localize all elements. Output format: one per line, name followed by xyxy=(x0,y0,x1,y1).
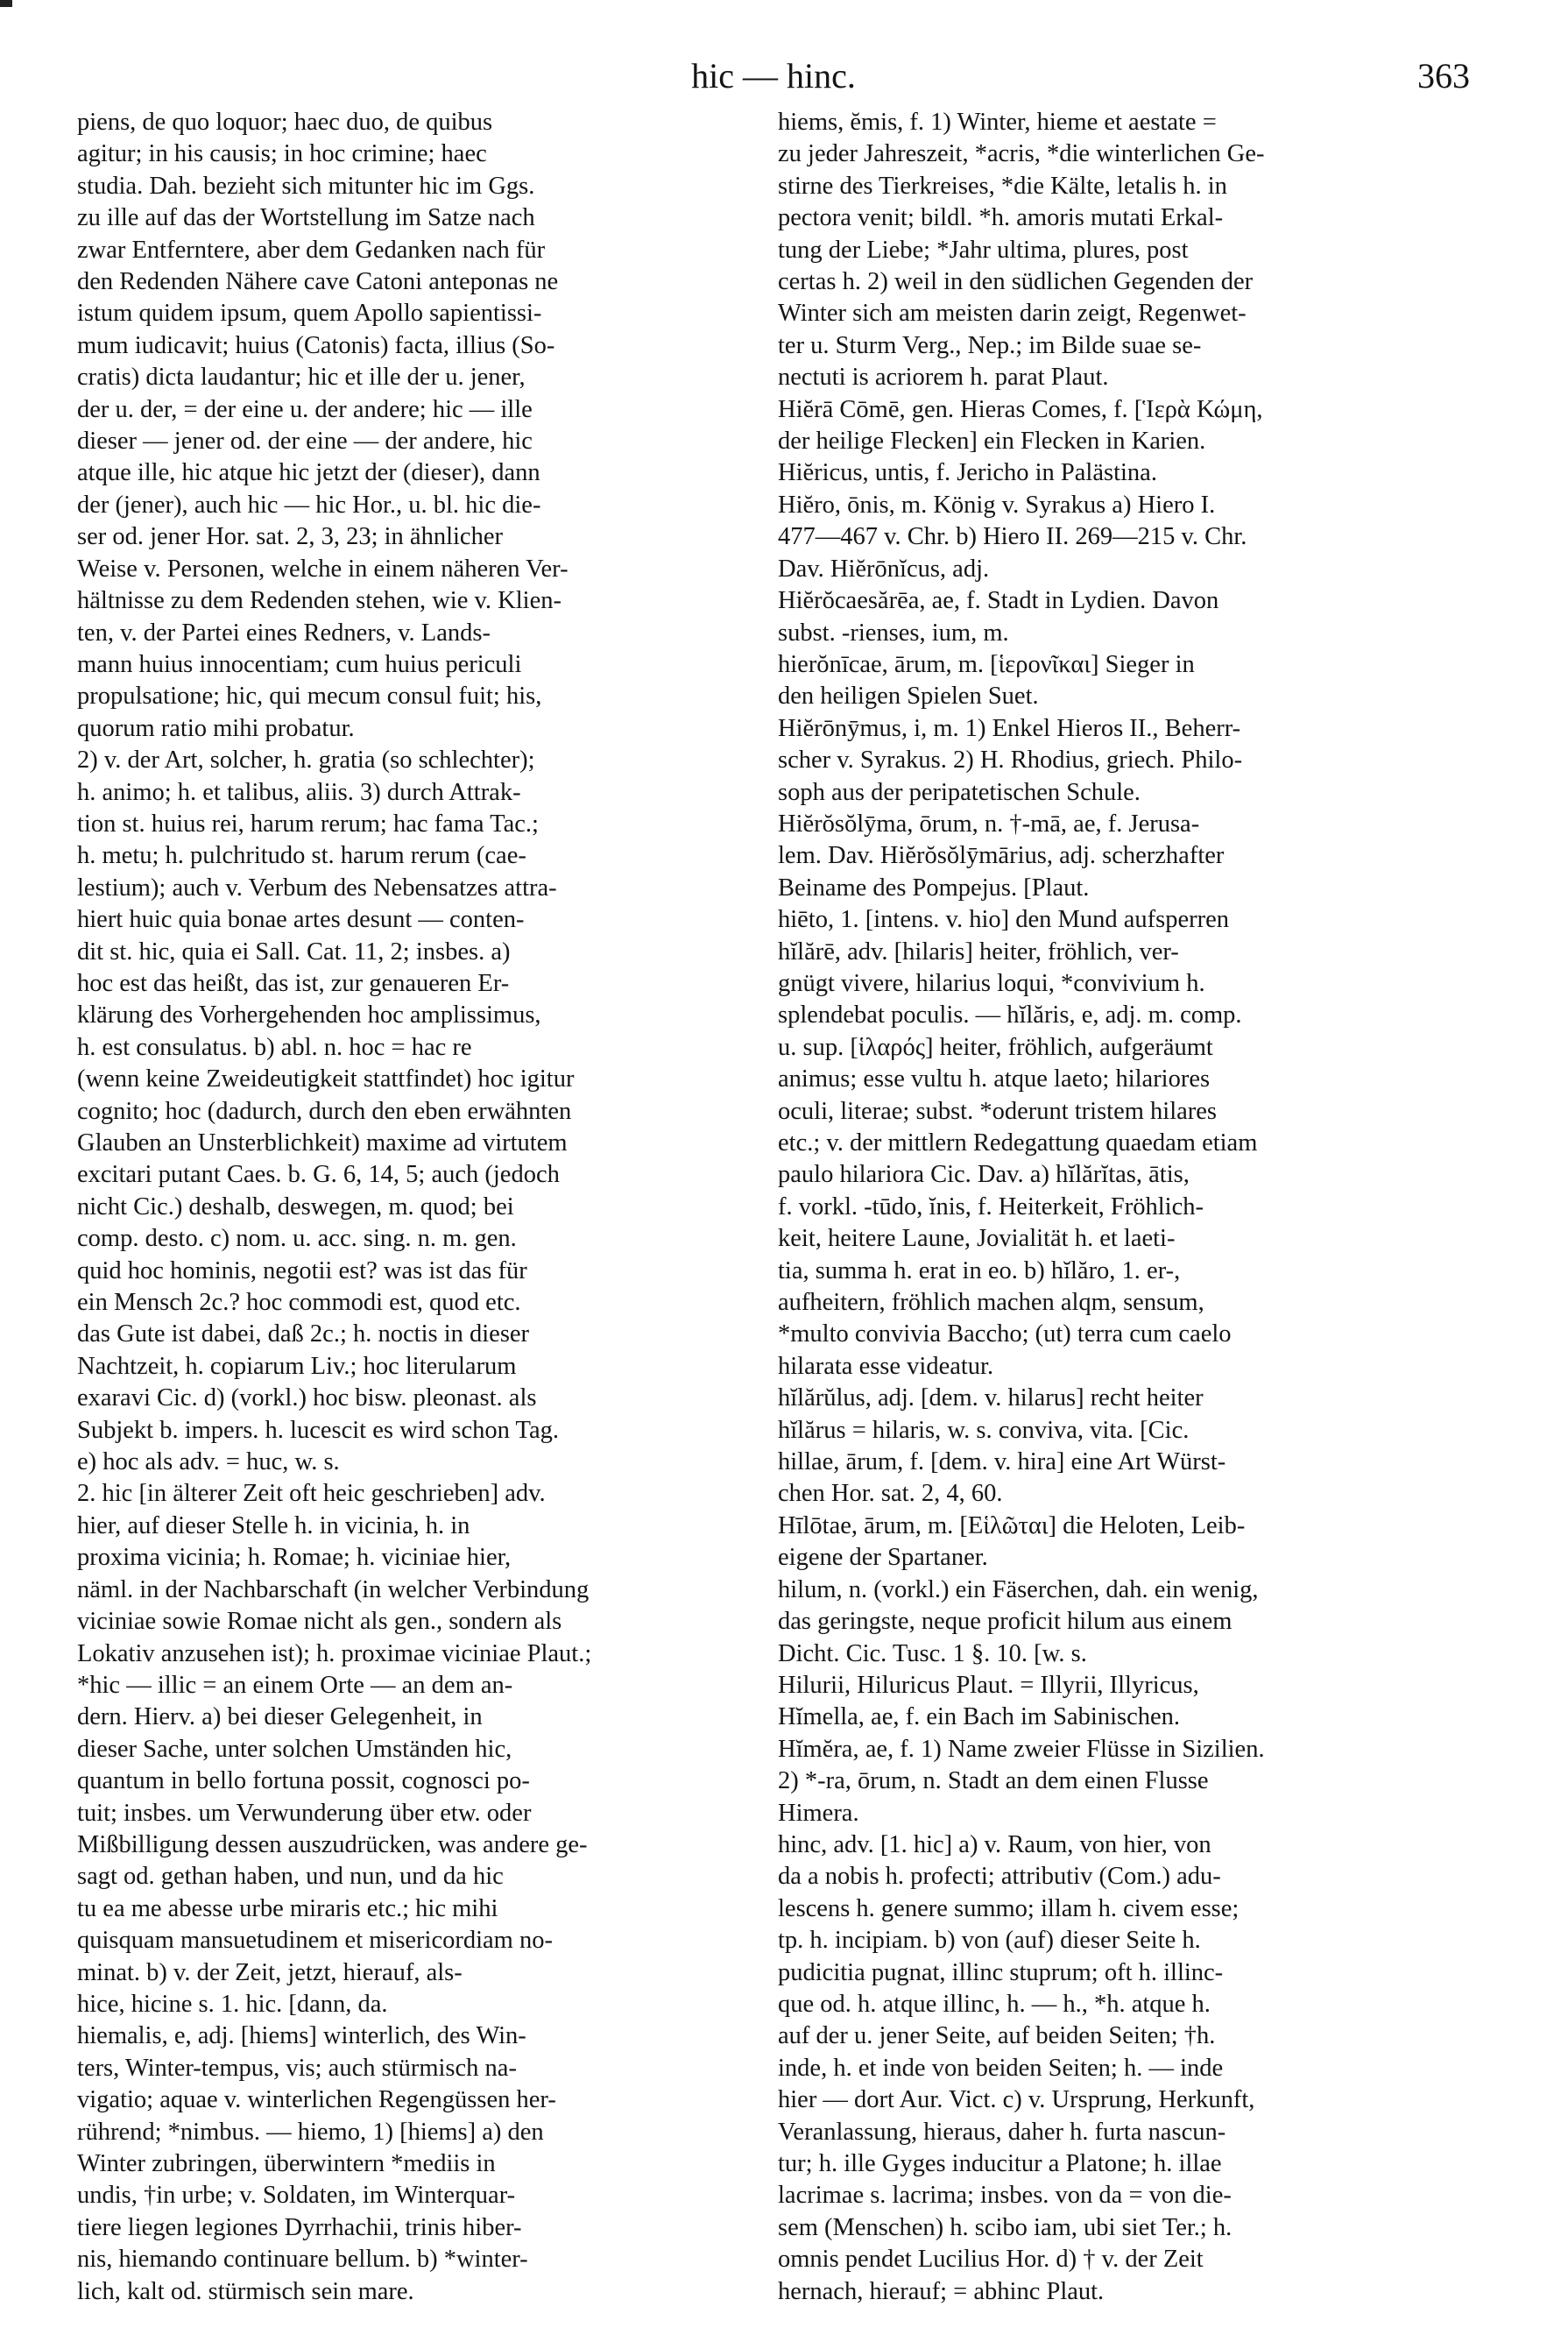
text-line: 477—467 v. Chr. b) Hiero II. 269—215 v. Chr. xyxy=(778,523,1247,551)
text-line: das geringste, neque proficit hilum aus einem xyxy=(778,1608,1233,1636)
text-line: h. animo; h. et talibus, aliis. 3) durch Attrak- xyxy=(77,778,521,806)
text-line: tia, summa h. erat in eo. b) hĭlăro, 1. er-, xyxy=(778,1256,1181,1284)
text-line: zu ille auf das der Wortstellung im Satze nach xyxy=(77,204,535,232)
text-line: Veranlassung, hieraus, daher h. furta nascun- xyxy=(778,2118,1226,2146)
text-line: hilarata esse videatur. xyxy=(778,1352,994,1380)
text-line: lestium); auch v. Verbum des Nebensatzes attra- xyxy=(77,874,557,902)
text-line: pudicitia pugnat, illinc stuprum; oft h. illinc- xyxy=(778,1958,1224,1986)
text-line: Winter sich am meisten darin zeigt, Regenwet- xyxy=(778,300,1247,328)
text-line: zu jeder Jahreszeit, *acris, *die winterlichen Ge- xyxy=(778,140,1265,168)
text-line: Hīlōtae, ārum, m. [Εἱλῶται] die Heloten, Leib- xyxy=(778,1511,1246,1539)
text-line: 2. hic [in älterer Zeit oft heic geschrieben] adv. xyxy=(77,1480,546,1508)
text-line: istum quidem ipsum, quem Apollo sapientissi- xyxy=(77,300,542,328)
text-line: propulsatione; hic, qui mecum consul fuit; his, xyxy=(77,683,542,711)
text-line: Glauben an Unsterblichkeit) maxime ad virtutem xyxy=(77,1129,568,1157)
text-line: 2) v. der Art, solcher, h. gratia (so schlechter); xyxy=(77,746,535,775)
text-line: scher v. Syrakus. 2) H. Rhodius, griech. Philo- xyxy=(778,746,1243,775)
text-line: atque ille, hic atque hic jetzt der (dieser), dann xyxy=(77,459,540,487)
text-line: hinc, adv. [1. hic] a) v. Raum, von hier, von xyxy=(778,1830,1211,1858)
text-line: rührend; *nimbus. — hiemo, 1) [hiems] a) den xyxy=(77,2118,544,2146)
text-line: etc.; v. der mittlern Redegattung quaedam etiam xyxy=(778,1129,1258,1157)
text-line: chen Hor. sat. 2, 4, 60. xyxy=(778,1480,1003,1508)
text-line: agitur; in his causis; in hoc crimine; haec xyxy=(77,140,487,168)
text-line: tung der Liebe; *Jahr ultima, plures, post xyxy=(778,236,1189,264)
text-line: hice, hicine s. 1. hic. [dann, da. xyxy=(77,1990,388,2018)
text-line: Beiname des Pompejus. [Plaut. xyxy=(778,874,1090,902)
text-line: der (jener), auch hic — hic Hor., u. bl. hic die- xyxy=(77,491,541,519)
text-line: gnügt vivere, hilarius loqui, *convivium h. xyxy=(778,969,1205,997)
text-line: dit st. hic, quia ei Sall. Cat. 11, 2; insbes. a) xyxy=(77,938,511,966)
text-line: das Gute ist dabei, daß 2c.; h. noctis in dieser xyxy=(77,1320,530,1348)
text-line: comp. desto. c) nom. u. acc. sing. n. m. gen. xyxy=(77,1225,517,1253)
text-line: eigene der Spartaner. xyxy=(778,1544,988,1572)
text-line: hĭlărē, adv. [hilaris] heiter, fröhlich, ver- xyxy=(778,938,1179,966)
text-line: certas h. 2) weil in den südlichen Gegenden der xyxy=(778,268,1254,296)
text-line: Lokativ anzusehen ist); h. proximae viciniae Plaut.; xyxy=(77,1639,592,1667)
text-line: Weise v. Personen, welche in einem näheren Ver- xyxy=(77,555,569,583)
text-line: stirne des Tierkreises, *die Kälte, letalis h. in xyxy=(778,172,1227,200)
text-line: Hiĕrŏcaesărēa, ae, f. Stadt in Lydien. Davon xyxy=(778,587,1219,615)
text-line: Hiĕrōnȳmus, i, m. 1) Enkel Hieros II., Beherr- xyxy=(778,714,1241,742)
text-line: sem (Menschen) h. scibo iam, ubi siet Ter.; h. xyxy=(778,2213,1233,2241)
running-head: hic — hinc. xyxy=(691,56,856,96)
text-line: quorum ratio mihi probatur. xyxy=(77,714,355,742)
text-line: hier, auf dieser Stelle h. in vicinia, h. in xyxy=(77,1511,470,1539)
text-line: ten, v. der Partei eines Redners, v. Lands- xyxy=(77,619,491,647)
text-line: aufheitern, fröhlich machen alqm, sensum, xyxy=(778,1289,1204,1317)
text-line: Hiĕricus, untis, f. Jericho in Palästina. xyxy=(778,459,1157,487)
text-line: *hic — illic = an einem Orte — an dem an- xyxy=(77,1671,513,1699)
text-line: lich, kalt od. stürmisch sein mare. xyxy=(77,2277,414,2305)
text-line: auf der u. jener Seite, auf beiden Seiten; †h. xyxy=(778,2022,1216,2050)
right-column xyxy=(778,107,1472,2308)
text-line: den Redenden Nähere cave Catoni anteponas ne xyxy=(77,268,559,296)
text-line: tion st. huius rei, harum rerum; hac fama Tac.; xyxy=(77,810,539,838)
text-line: nectuti is acriorem h. parat Plaut. xyxy=(778,364,1109,392)
text-line: ters, Winter-tempus, vis; auch stürmisch na- xyxy=(77,2054,517,2082)
text-line: zwar Entferntere, aber dem Gedanken nach für xyxy=(77,236,546,264)
text-line: Dav. Hiĕrōnĭcus, adj. xyxy=(778,555,990,583)
text-line: splendebat poculis. — hĭlăris, e, adj. m. comp. xyxy=(778,1001,1242,1029)
text-line: tuit; insbes. um Verwunderung über etw. oder xyxy=(77,1799,532,1827)
text-line: Nachtzeit, h. copiarum Liv.; hoc literularum xyxy=(77,1352,517,1380)
text-line: hiemalis, e, adj. [hiems] winterlich, des Win- xyxy=(77,2022,526,2050)
text-line: Hilurii, Hiluricus Plaut. = Illyrii, Illyricus, xyxy=(778,1671,1199,1699)
text-line: exaravi Cic. d) (vorkl.) hoc bisw. pleonast. als xyxy=(77,1384,537,1412)
text-line: piens, de quo loquor; haec duo, de quibus xyxy=(77,109,493,136)
corner-mark xyxy=(0,0,12,7)
text-line: cratis) dicta laudantur; hic et ille der u. jener, xyxy=(77,364,526,392)
text-line: lacrimae s. lacrima; insbes. von da = von die- xyxy=(778,2182,1232,2210)
text-line: hiert huic quia bonae artes desunt — conten- xyxy=(77,906,525,934)
text-line: soph aus der peripatetischen Schule. xyxy=(778,778,1141,806)
text-line: mum iudicavit; huius (Catonis) facta, illius (So- xyxy=(77,331,555,359)
text-line: hernach, hierauf; = abhinc Plaut. xyxy=(778,2277,1105,2305)
text-line: viciniae sowie Romae nicht als gen., sondern als xyxy=(77,1608,562,1636)
text-line: ter u. Sturm Verg., Nep.; im Bilde suae se- xyxy=(778,331,1202,359)
text-line: subst. -rienses, ium, m. xyxy=(778,619,1009,647)
text-line: Himera. xyxy=(778,1799,859,1827)
text-line: lescens h. genere summo; illam h. civem esse; xyxy=(778,1894,1240,1922)
text-line: 2) *-ra, ōrum, n. Stadt an dem einen Flusse xyxy=(778,1767,1209,1795)
text-line: näml. in der Nachbarschaft (in welcher Verbindung xyxy=(77,1575,590,1603)
text-line: cognito; hoc (dadurch, durch den eben erwähnten xyxy=(77,1097,572,1125)
text-line: omnis pendet Lucilius Hor. d) † v. der Zeit xyxy=(778,2246,1204,2274)
text-line: studia. Dah. bezieht sich mitunter hic im Ggs. xyxy=(77,172,535,200)
text-line: quisquam mansuetudinem et misericordiam no- xyxy=(77,1927,553,1955)
left-column xyxy=(77,107,771,2308)
text-line: hiēto, 1. [intens. v. hio] den Mund aufsperren xyxy=(778,906,1229,934)
text-line: oculi, literae; subst. *oderunt tristem hilares xyxy=(778,1097,1218,1125)
text-line: hillae, ārum, f. [dem. v. hira] eine Art Würst- xyxy=(778,1448,1226,1476)
text-line: tiere liegen legiones Dyrrhachii, trinis hiber- xyxy=(77,2213,522,2241)
text-line: h. est consulatus. b) abl. n. hoc = hac re xyxy=(77,1033,472,1061)
text-line: den heiligen Spielen Suet. xyxy=(778,683,1039,711)
text-line: e) hoc als adv. = huc, w. s. xyxy=(77,1448,340,1476)
text-line: hiems, ĕmis, f. 1) Winter, hieme et aestate = xyxy=(778,109,1217,136)
text-line: Hĭmĕra, ae, f. 1) Name zweier Flüsse in Sizilien. xyxy=(778,1735,1265,1763)
page-header xyxy=(77,56,1470,96)
text-line: Hĭmella, ae, f. ein Bach im Sabinischen. xyxy=(778,1703,1181,1731)
text-line: (wenn keine Zweideutigkeit stattfindet) hoc igitur xyxy=(77,1065,575,1093)
text-line: hĭlărus = hilaris, w. s. conviva, vita. [Cic. xyxy=(778,1416,1190,1444)
text-line: der heilige Flecken] ein Flecken in Karien. xyxy=(778,428,1206,456)
text-line: pectora venit; bildl. *h. amoris mutati Erkal- xyxy=(778,204,1224,232)
text-line: animus; esse vultu h. atque laeto; hilariores xyxy=(778,1065,1211,1093)
text-line: keit, heitere Laune, Jovialität h. et laeti- xyxy=(778,1225,1176,1253)
text-line: excitari putant Caes. b. G. 6, 14, 5; auch (jedoch xyxy=(77,1161,560,1189)
text-line: u. sup. [ἱλαρός] heiter, fröhlich, aufgeräumt xyxy=(778,1033,1213,1061)
page-number: 363 xyxy=(1417,56,1470,96)
text-line: Hiĕro, ōnis, m. König v. Syrakus a) Hiero I. xyxy=(778,491,1216,519)
text-line: inde, h. et inde von beiden Seiten; h. — inde xyxy=(778,2054,1224,2082)
text-line: dern. Hierv. a) bei dieser Gelegenheit, in xyxy=(77,1703,483,1731)
text-line: hĭlărŭlus, adj. [dem. v. hilarus] recht heiter xyxy=(778,1384,1204,1412)
text-line: Winter zubringen, überwintern *mediis in xyxy=(77,2150,496,2177)
text-line: vigatio; aquae v. winterlichen Regengüssen her- xyxy=(77,2086,556,2114)
text-line: Mißbilligung dessen auszudrücken, was andere ge- xyxy=(77,1830,588,1858)
text-line: minat. b) v. der Zeit, jetzt, hierauf, als- xyxy=(77,1958,463,1986)
text-line: da a nobis h. profecti; attributiv (Com.) adu- xyxy=(778,1863,1221,1891)
text-line: nicht Cic.) deshalb, deswegen, m. quod; bei xyxy=(77,1192,514,1221)
text-line: lem. Dav. Hiĕrŏsŏlȳmārius, adj. scherzhafter xyxy=(778,842,1225,870)
text-line: h. metu; h. pulchritudo st. harum rerum (cae- xyxy=(77,842,526,870)
text-line: Hiĕrā Cōmē, gen. Hieras Comes, f. [Ἱερὰ Κώμη, xyxy=(778,395,1263,423)
text-line: der u. der, = der eine u. der andere; hic — ille xyxy=(77,395,533,423)
text-line: undis, †in urbe; v. Soldaten, im Winterquar- xyxy=(77,2182,516,2210)
text-line: tp. h. incipiam. b) von (auf) dieser Seite h. xyxy=(778,1927,1201,1955)
text-line: hierŏnīcae, ārum, m. [ἱερονῖκαι] Sieger in xyxy=(778,650,1195,678)
text-line: quid hoc hominis, negotii est? was ist das für xyxy=(77,1256,527,1284)
text-line: ser od. jener Hor. sat. 2, 3, 23; in ähnlicher xyxy=(77,523,503,551)
text-line: hältnisse zu dem Redenden stehen, wie v. Klien- xyxy=(77,587,562,615)
text-line: proxima vicinia; h. Romae; h. viciniae hier, xyxy=(77,1544,512,1572)
text-line: sagt od. gethan haben, und nun, und da hic xyxy=(77,1863,504,1891)
text-line: hilum, n. (vorkl.) ein Fäserchen, dah. ein wenig, xyxy=(778,1575,1259,1603)
text-line: hoc est das heißt, das ist, zur genaueren Er- xyxy=(77,969,510,997)
text-line: dieser Sache, unter solchen Umständen hic, xyxy=(77,1735,512,1763)
text-line: nis, hiemando continuare bellum. b) *winter- xyxy=(77,2246,528,2274)
text-line: paulo hilariora Cic. Dav. a) hĭlărĭtas, ātis, xyxy=(778,1161,1190,1189)
text-line: ein Mensch 2c.? hoc commodi est, quod etc. xyxy=(77,1289,521,1317)
text-line: dieser — jener od. der eine — der andere, hic xyxy=(77,428,533,456)
text-line: f. vorkl. -tūdo, ĭnis, f. Heiterkeit, Fröhlich- xyxy=(778,1192,1204,1221)
text-line: Subjekt b. impers. h. lucescit es wird schon Tag. xyxy=(77,1416,559,1444)
text-line: que od. h. atque illinc, h. — h., *h. atque h. xyxy=(778,1990,1211,2018)
text-line: Hiĕrŏsŏlȳma, ōrum, n. †-mā, ae, f. Jerusa- xyxy=(778,810,1200,838)
text-line: mann huius innocentiam; cum huius periculi xyxy=(77,650,522,678)
text-line: quantum in bello fortuna possit, cognosci po- xyxy=(77,1767,530,1795)
text-line: tu ea me abesse urbe miraris etc.; hic mihi xyxy=(77,1894,498,1922)
text-line: hier — dort Aur. Vict. c) v. Ursprung, Herkunft, xyxy=(778,2086,1255,2114)
text-line: *multo convivia Baccho; (ut) terra cum caelo xyxy=(778,1320,1232,1348)
text-line: klärung des Vorhergehenden hoc amplissimus, xyxy=(77,1001,541,1029)
text-line: Dicht. Cic. Tusc. 1 §. 10. [w. s. xyxy=(778,1639,1087,1667)
text-line: tur; h. ille Gyges inducitur a Platone; h. illae xyxy=(778,2150,1222,2177)
